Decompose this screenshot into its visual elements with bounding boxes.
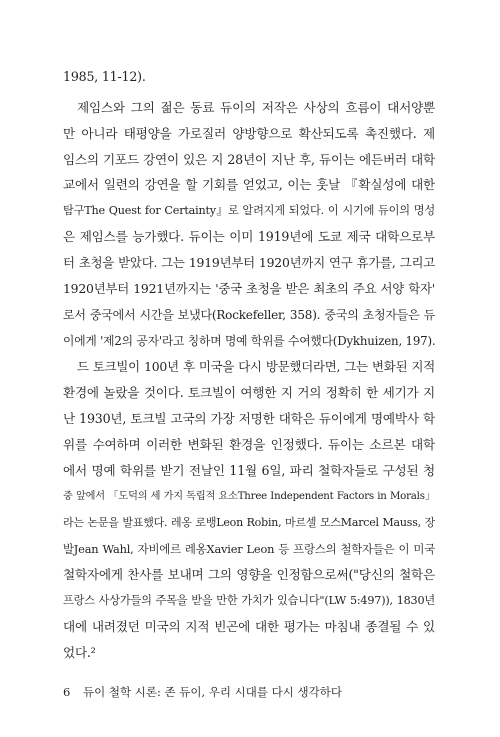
text-line: 라는 논문을 발표했다. 레옹 로뱅Leon Robin, 마르셀 모스Marcel Mauss, 장	[63, 516, 435, 529]
text-line: 었다.²	[63, 645, 96, 660]
text-line: 탐구The Quest for Certainty』로 알려지게 되었다. 이 시기에 듀이의 명성	[63, 204, 435, 217]
text-line: 1985, 11-12).	[63, 69, 146, 84]
text-line: 교에서 일련의 강연을 할 기회를 얻었고, 이는 훗날 『확실성에 대한	[63, 177, 435, 192]
text-line: 이에게 '제2의 공자'라고 칭하며 명예 학위를 수여했다(Dykhuizen, 197).	[63, 334, 435, 348]
text-line: 로서 중국에서 시간을 보냈다(Rockefeller, 358). 중국의 초청자들은 듀	[63, 308, 435, 322]
text-line: 드 토크빌이 100년 후 미국을 다시 방문했더라면, 그는 변화된 지적	[77, 359, 435, 374]
text-line: 대에 내려졌던 미국의 지적 빈곤에 대한 평가는 마침내 종결될 수 있	[63, 619, 435, 634]
text-line: 만 아니라 태평양을 가로질러 양방향으로 확산되도록 촉진했다. 제	[63, 126, 435, 141]
text-line: 난 1930년, 토크빌 고국의 가장 저명한 대학은 듀이에게 명예박사 학	[63, 411, 435, 426]
page-number: 6	[63, 685, 71, 699]
text-line: 프랑스 사상가들의 주목을 받을 만한 가치가 있습니다"(LW 5:497)), 1830년	[63, 594, 435, 607]
text-line: 중 앞에서 「도덕의 세 가지 독립적 요소Three Independent Factors in Morals」	[63, 491, 435, 502]
page-footer	[63, 685, 342, 699]
text-line: 터 초청을 받았다. 그는 1919년부터 1920년까지 연구 휴가를, 그리고	[63, 255, 435, 270]
running-title: 듀이 철학 시론: 존 듀이, 우리 시대를 다시 생각하다	[83, 685, 342, 699]
text-line: 위를 수여하며 이러한 변화된 환경을 인정했다. 듀이는 소르본 대학	[63, 437, 435, 452]
text-line: 제임스와 그의 젊은 동료 듀이의 저작은 사상의 흐름이 대서양뿐	[77, 100, 435, 115]
text-line: 환경에 놀랐을 것이다. 토크빌이 여행한 지 거의 정확히 한 세기가 지	[63, 385, 435, 400]
text-line: 1920년부터 1921년까지는 '중국 초청을 받은 최초의 주요 서양 학자'	[63, 281, 435, 296]
text-line: 임스의 기포드 강연이 있은 지 28년이 지난 후, 듀이는 에든버러 대학	[63, 152, 435, 167]
text-line: 에서 명예 학위를 받기 전날인 11월 6일, 파리 철학자들로 구성된 청	[63, 463, 435, 478]
text-line: 은 제임스를 능가했다. 듀이는 이미 1919년에 도쿄 제국 대학으로부	[63, 229, 435, 244]
text-line: 발Jean Wahl, 자비에르 레옹Xavier Leon 등 프랑스의 철학자들은 이 미국	[63, 542, 435, 556]
text-line: 철학자에게 찬사를 보내며 그의 영향을 인정함으로써("당신의 철학은	[63, 567, 435, 582]
